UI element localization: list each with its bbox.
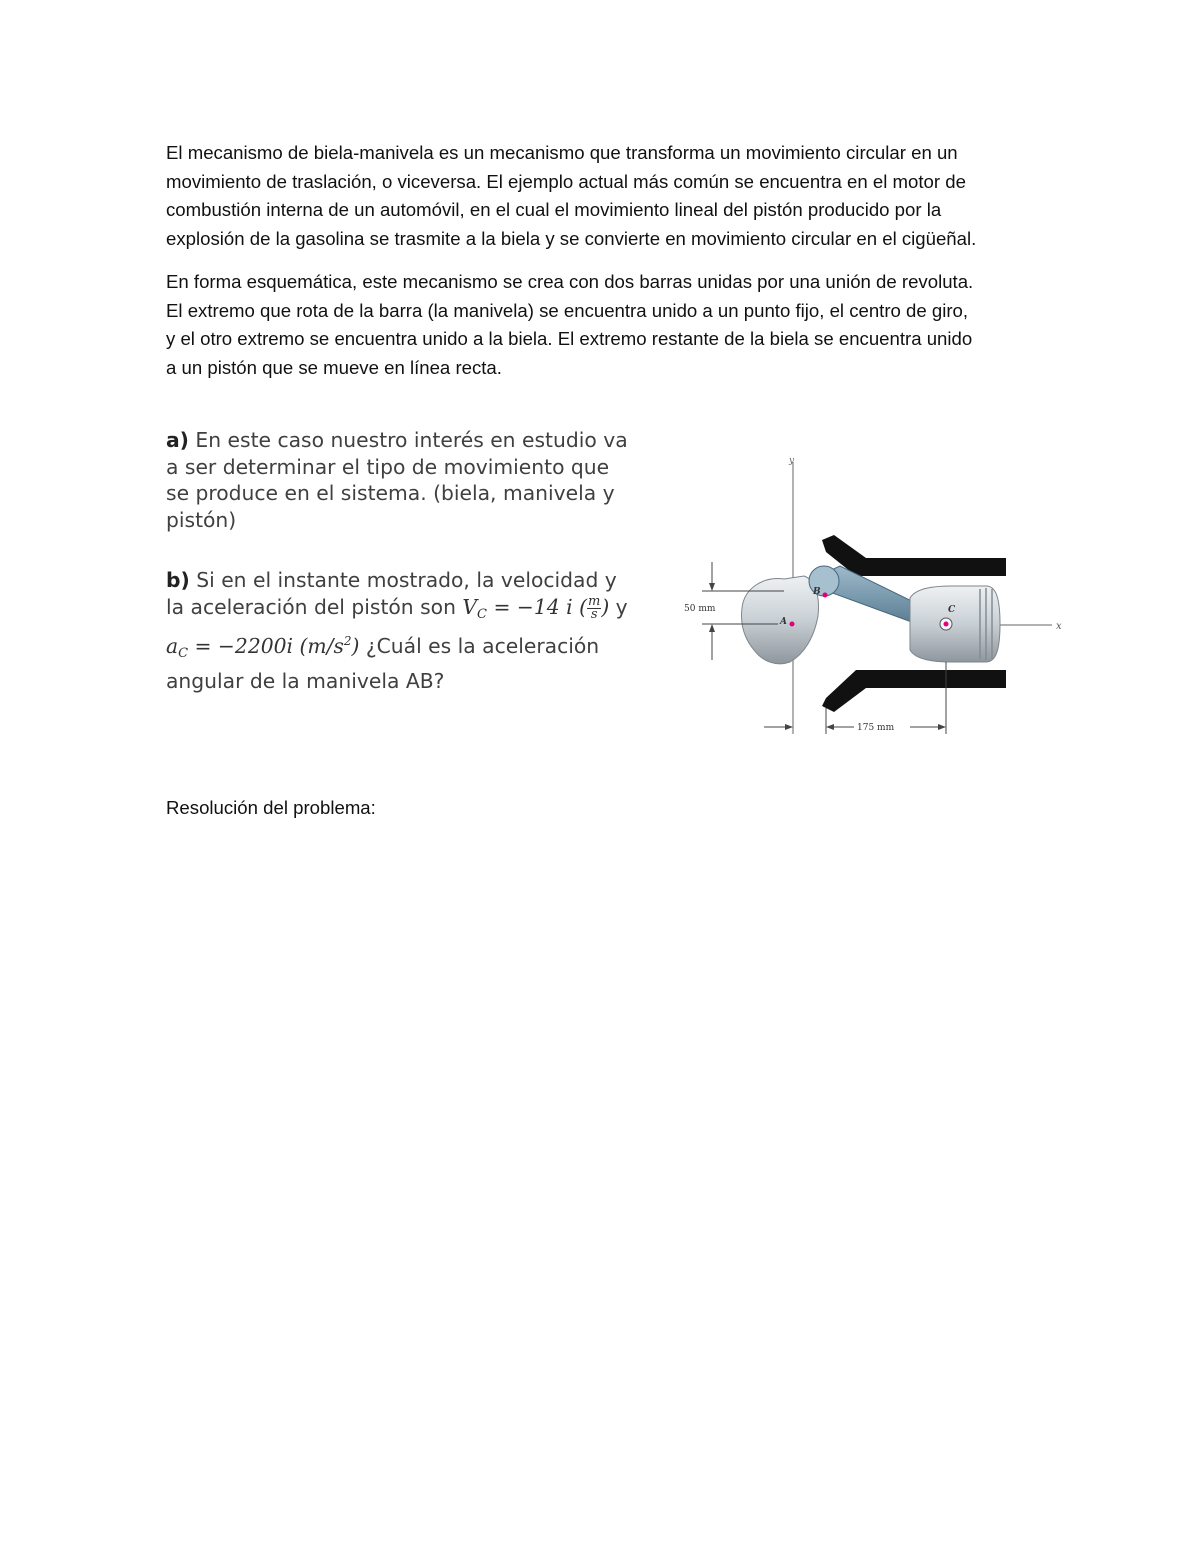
dimension-arrow <box>709 583 715 591</box>
intro-paragraph-1 <box>166 139 1046 254</box>
acceleration-formula <box>166 634 366 661</box>
question-line: angular de la manivela AB? <box>166 668 445 693</box>
pin-c-marker <box>944 622 949 627</box>
vc-subscript: C <box>477 606 487 622</box>
crank-slider-figure <box>680 448 1072 738</box>
vc-close: ) <box>601 594 616 619</box>
question-b-label: b) <box>166 568 190 592</box>
intro-paragraph-2 <box>166 268 1046 383</box>
point-c-label: C <box>948 605 956 615</box>
text-line: explosión de la gasolina se trasmite a la biela y se convierte en movimiento circular en el cigüeñal. <box>166 228 977 250</box>
text-line: movimiento de traslación, o viceversa. El ejemplo actual más común se encuentra en el motor de <box>166 170 966 192</box>
text-line: El extremo que rota de la barra (la manivela) se encuentra unido a un punto fijo, el centro de giro, <box>166 299 969 321</box>
vc-unit-fraction <box>587 593 601 622</box>
ac-expression: = −2200i (m/s <box>188 634 344 658</box>
question-line: se produce en el sistema. (biela, manivela y <box>166 481 615 505</box>
dimension-arrow <box>938 724 946 730</box>
point-b-label: B <box>813 587 821 597</box>
question-b-text: y <box>615 594 628 619</box>
dimension-50mm-label: 50 mm <box>684 604 716 614</box>
pin-b-marker <box>823 593 828 598</box>
resolution-heading: Resolución del problema: <box>166 797 376 818</box>
text-line: En forma esquemática, este mecanismo se crea con dos barras unidas por una unión de revoluta. <box>166 271 974 292</box>
vc-symbol: V <box>462 594 478 619</box>
question-a-text: En este caso nuestro interés en estudio va <box>188 428 628 452</box>
pin-a-marker <box>790 622 795 627</box>
point-a-label: A <box>780 617 787 627</box>
vc-expression: = −14 i ( <box>487 594 587 619</box>
question-b-text: ¿Cuál es la aceleración <box>365 634 600 658</box>
question-line <box>166 567 646 594</box>
text-line: El mecanismo de biela-manivela es un mecanismo que transforma un movimiento circular en un <box>166 142 958 163</box>
question-b-text: la aceleración del pistón son <box>166 594 463 619</box>
y-axis-label: y <box>789 456 795 466</box>
ac-symbol: a <box>166 634 179 658</box>
fraction-numerator: m <box>587 593 601 609</box>
x-axis-label: x <box>1056 621 1062 632</box>
question-b <box>166 567 646 694</box>
question-line <box>166 628 646 668</box>
question-a-label: a) <box>166 428 189 452</box>
dimension-arrow <box>826 724 834 730</box>
text-line: a un pistón que se mueve en línea recta. <box>166 357 502 379</box>
velocity-formula <box>462 593 616 622</box>
ac-exponent: 2 <box>343 634 352 648</box>
fraction-denominator: s <box>590 606 598 622</box>
question-line: a ser determinar el tipo de movimiento que <box>166 454 610 479</box>
text-line: y el otro extremo se encuentra unido a la biela. El extremo restante de la biela se encuentra unido <box>166 328 973 350</box>
question-b-text: Si en el instante mostrado, la velocidad y <box>189 568 617 592</box>
text-line: combustión interna de un automóvil, en el cual el movimiento lineal del pistón producido por la <box>166 199 942 221</box>
ac-subscript: C <box>178 646 189 661</box>
question-line <box>166 594 646 629</box>
ac-close: ) <box>351 634 366 658</box>
dimension-175mm-label: 175 mm <box>857 723 895 733</box>
dimension-arrow <box>785 724 793 730</box>
cylinder-wall-bottom <box>822 670 1006 712</box>
question-a <box>166 427 646 533</box>
question-line: pistón) <box>166 507 237 532</box>
cylinder-wall-top <box>822 535 1006 576</box>
dimension-arrow <box>709 624 715 632</box>
question-line <box>166 427 646 454</box>
